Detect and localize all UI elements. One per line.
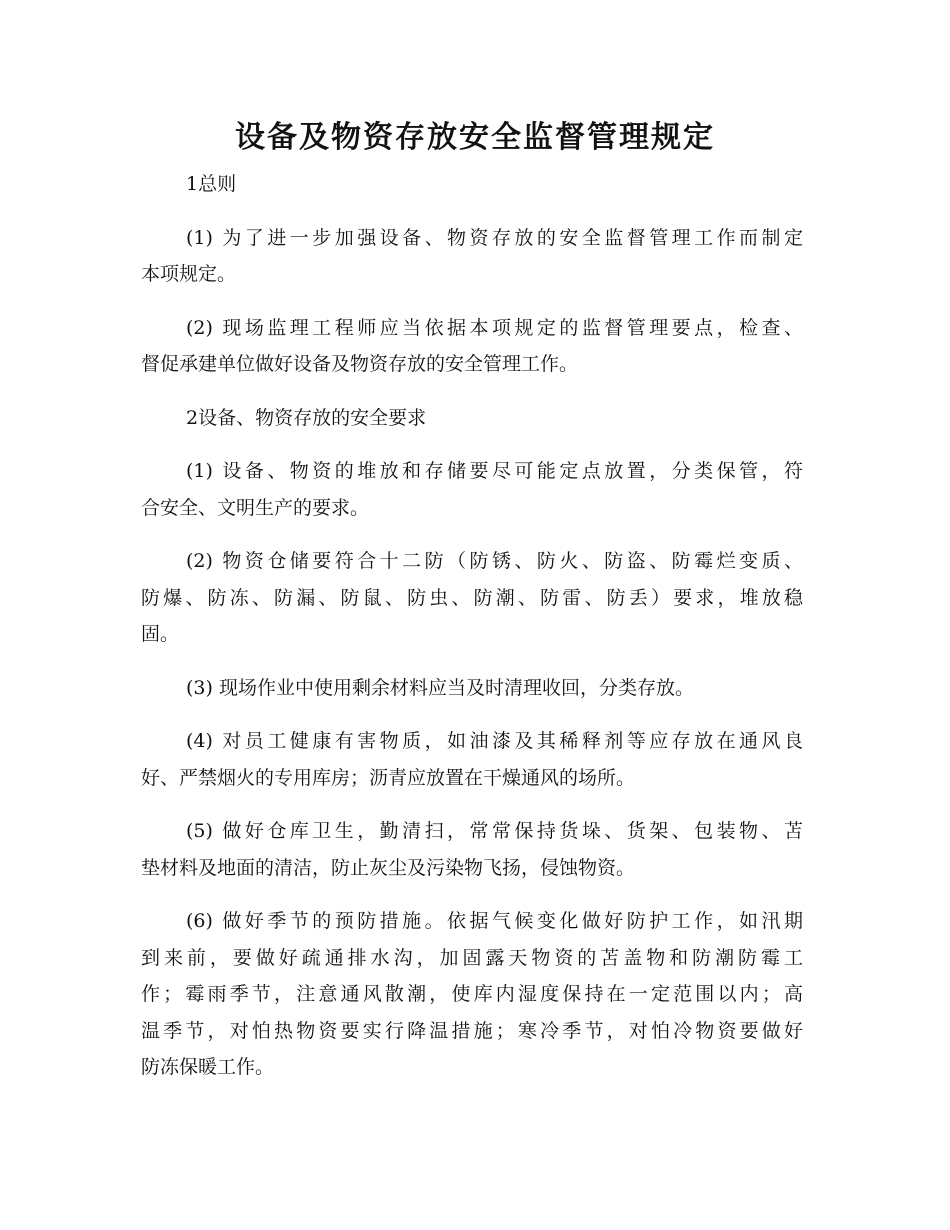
document-title: 设备及物资存放安全监督管理规定 [235,120,715,155]
paragraph-line: 督促承建单位做好设备及物资存放的安全管理工作。 [141,353,579,375]
paragraph-line: 固。 [141,623,180,645]
paragraph [141,903,803,1086]
paragraph [141,670,803,707]
paragraph-line: (3) 现场作业中使用剩余材料应当及时清理收回，分类存放。 [186,676,694,699]
paragraph [141,813,803,886]
paragraph-line: (2) 现场监理工程师应当依据本项规定的监督管理要点，检查、 [186,316,803,339]
paragraph-line: 垫材料及地面的清洁，防止灰尘及污染物飞扬，侵蚀物资。 [141,856,636,879]
paragraph-line: (6) 做好季节的预防措施。依据气候变化做好防护工作，如汛期 [186,910,803,932]
paragraph-line: 合安全、文明生产的要求。 [141,496,370,519]
section-heading: 2设备、物资存放的安全要求 [186,406,427,429]
paragraph-line: (5) 做好仓库卫生，勤清扫，常常保持货垛、货架、包装物、苫 [186,820,803,842]
paragraph-line: (4) 对员工健康有害物质，如油漆及其稀释剂等应存放在通风良 [186,730,803,752]
paragraph [141,723,803,796]
paragraph-line: (2) 物资仓储要符合十二防（防锈、防火、防盗、防霉烂变质、 [186,550,803,572]
section-heading: 1总则 [186,173,237,195]
paragraph-line: 温季节，对怕热物资要实行降温措施；寒冷季节，对怕冷物资要做好 [141,1019,803,1042]
paragraph [141,543,803,653]
paragraph-line: (1) 为了进一步加强设备、物资存放的安全监督管理工作而制定 [186,226,803,249]
paragraph-line: 防爆、防冻、防漏、防鼠、防虫、防潮、防雷、防丢）要求，堆放稳 [141,586,803,609]
paragraph-line: 本项规定。 [141,263,237,285]
paragraph-line: 作；霉雨季节，注意通风散潮，使库内湿度保持在一定范围以内；高 [141,983,803,1005]
paragraph [141,310,803,383]
paragraph [141,453,803,526]
paragraph [141,220,803,293]
paragraph-line: (1) 设备、物资的堆放和存储要尽可能定点放置，分类保管，符 [186,460,803,482]
paragraph-line: 好、严禁烟火的专用库房；沥青应放置在干燥通风的场所。 [141,766,636,789]
document-body [141,166,803,1103]
paragraph-line: 到来前，要做好疏通排水沟，加固露天物资的苫盖物和防潮防霉工 [141,946,803,969]
paragraph-line: 防冻保暖工作。 [141,1056,275,1078]
